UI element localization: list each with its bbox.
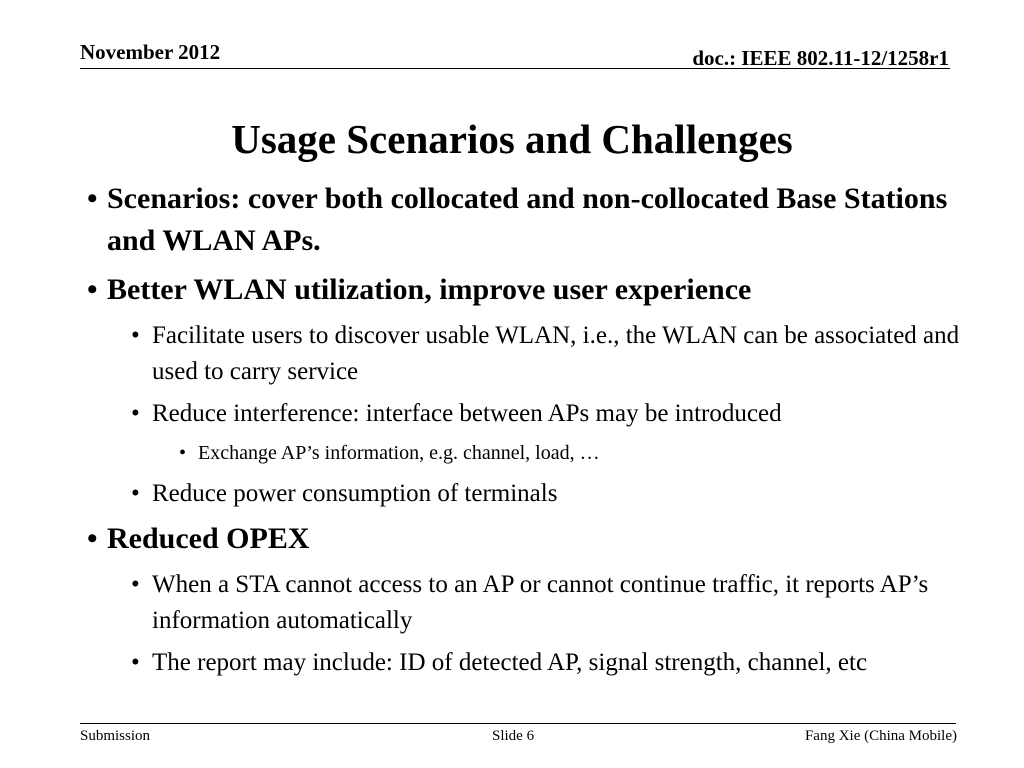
- footer-slide-number: Slide 6: [492, 728, 535, 744]
- bullet-text: Reduce power consumption of terminals: [152, 480, 558, 507]
- bullet-marker: •: [87, 273, 98, 306]
- bullet-marker: •: [87, 522, 98, 555]
- bullet-marker: •: [131, 649, 140, 676]
- slide-title: Usage Scenarios and Challenges: [231, 116, 793, 162]
- header-doc-id: doc.: IEEE 802.11-12/1258r1: [692, 46, 949, 70]
- sub-sub-bullet-item: [82, 438, 962, 468]
- bullet-marker: •: [179, 442, 187, 464]
- bullet-text: Facilitate users to discover usable WLAN, i.e., the WLAN can be associated and used to carry service: [152, 322, 960, 385]
- bullet-text: The report may include: ID of detected AP, signal strength, channel, etc: [152, 649, 868, 676]
- bullet-text: When a STA cannot access to an AP or cannot continue traffic, it reports AP’s information automatically: [152, 571, 929, 634]
- bullet-item: [82, 178, 962, 262]
- sub-bullet-item: [82, 318, 962, 390]
- bullet-text: Better WLAN utilization, improve user experience: [107, 273, 752, 306]
- bullet-marker: •: [131, 322, 140, 349]
- sub-bullet-item: [82, 567, 962, 639]
- bullet-text: Reduced OPEX: [107, 522, 310, 555]
- bullet-marker: •: [87, 182, 98, 215]
- footer-submission: Submission: [80, 728, 151, 744]
- bullet-item: [82, 518, 962, 560]
- sub-bullet-item: [82, 476, 962, 512]
- header-date: November 2012: [80, 40, 221, 64]
- bullet-marker: •: [131, 400, 140, 427]
- slide-body: [82, 178, 962, 687]
- bullet-marker: •: [131, 571, 140, 598]
- bullet-item: [82, 269, 962, 311]
- bullet-text: Exchange AP’s information, e.g. channel, load, …: [198, 442, 600, 464]
- bullet-text: Scenarios: cover both collocated and non-collocated Base Stations and WLAN APs.: [107, 182, 948, 257]
- footer-divider: [80, 723, 956, 724]
- sub-bullet-item: [82, 645, 962, 681]
- sub-bullet-item: [82, 396, 962, 432]
- footer-author: Fang Xie (China Mobile): [804, 728, 957, 744]
- bullet-text: Reduce interference: interface between APs may be introduced: [152, 400, 782, 427]
- bullet-marker: •: [131, 480, 140, 507]
- header-divider: [80, 68, 950, 69]
